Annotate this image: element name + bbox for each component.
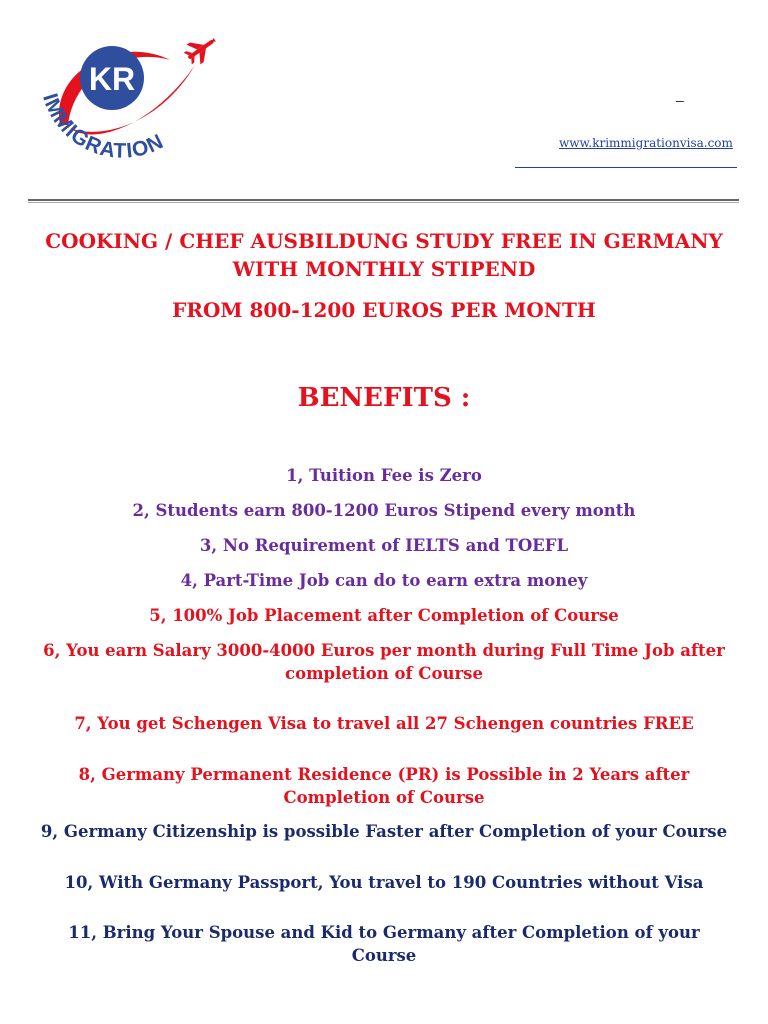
company-logo <box>30 30 220 180</box>
airplane-icon <box>181 30 220 68</box>
sub-title: FROM 800-1200 EUROS PER MONTH <box>172 298 596 322</box>
header-divider <box>28 199 739 201</box>
logo-initials: KR <box>88 61 136 97</box>
url-underline <box>515 167 737 168</box>
benefit-item-7: 7, You get Schengen Visa to travel all 27 Schengen countries FREE <box>74 714 694 733</box>
benefit-item-2: 2, Students earn 800-1200 Euros Stipend every month <box>132 501 636 520</box>
benefit-item-3: 3, No Requirement of IELTS and TOEFL <box>199 536 569 555</box>
website-link[interactable]: www.krimmigrationvisa.com <box>559 136 733 150</box>
header-dash: – <box>676 92 684 108</box>
benefit-item-5: 5, 100% Job Placement after Completion of Course <box>149 606 619 625</box>
benefit-item-9: 9, Germany Citizenship is possible Faster after Completion of your Course <box>40 822 728 841</box>
benefit-item-11: 11, Bring Your Spouse and Kid to Germany after Completion of your Course <box>68 923 700 965</box>
benefit-item-4: 4, Part-Time Job can do to earn extra money <box>180 571 588 590</box>
benefit-item-6: 6, You earn Salary 3000-4000 Euros per month during Full Time Job after completion of Course <box>43 641 725 683</box>
benefits-heading: BENEFITS : <box>297 383 471 413</box>
logo-subtext: IMMIGRATION <box>38 90 168 163</box>
benefit-item-10: 10, With Germany Passport, You travel to 190 Countries without Visa <box>64 873 704 892</box>
benefit-item-1: 1, Tuition Fee is Zero <box>286 466 482 485</box>
benefit-item-8: 8, Germany Permanent Residence (PR) is Possible in 2 Years after Completion of Course <box>78 765 690 807</box>
main-title: COOKING / CHEF AUSBILDUNG STUDY FREE IN GERMANY WITH MONTHLY STIPEND <box>45 229 723 281</box>
header-divider-thin <box>28 202 739 203</box>
